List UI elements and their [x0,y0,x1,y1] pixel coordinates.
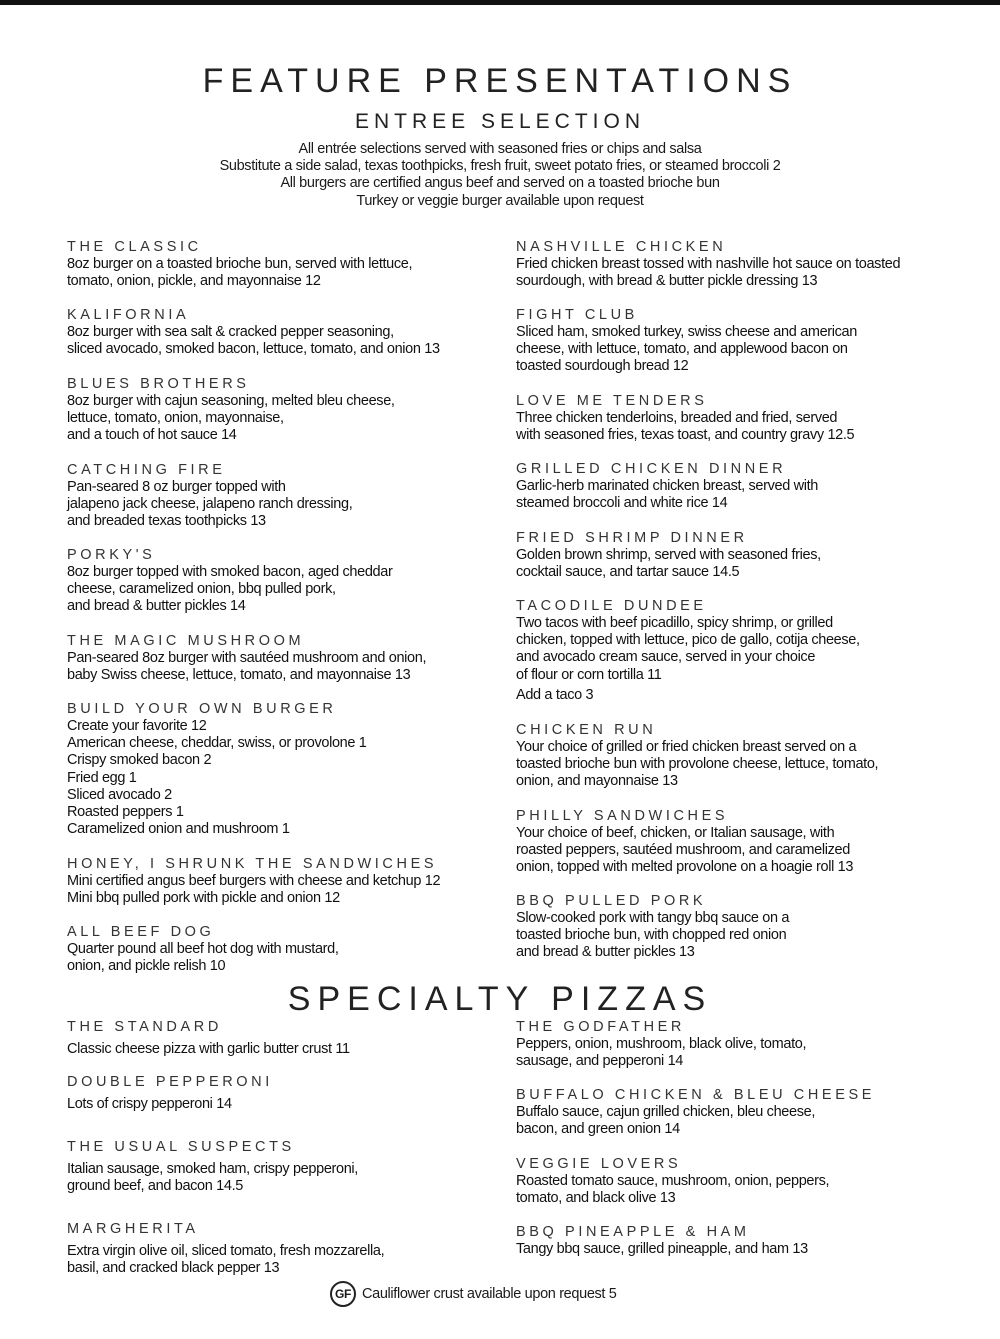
intro-note: Substitute a side salad, texas toothpicks, fresh fruit, sweet potato fries, or steamed broccoli 2 [219,158,781,175]
menu-item [67,307,507,358]
menu-item [67,462,507,531]
item-description: Peppers, onion, mushroom, black olive, tomato, sausage, and pepperoni 14 [516,1036,807,1070]
item-name: ALL BEEF DOG [67,924,215,940]
item-addon: Add a taco 3 [516,686,594,703]
item-name: CHICKEN RUN [516,722,657,738]
menu-item [67,633,507,684]
gluten-free-note [330,1280,617,1308]
item-description: Two tacos with beef picadillo, spicy shrimp, or grilled chicken, topped with lettuce, pico de gallo, cotija cheese, and avocado cream sauce, served in your choice of flour or corn tortilla 11 [516,615,860,683]
menu-item [516,530,976,581]
item-description: Pan-seared 8oz burger with sautéed mushroom and onion, baby Swiss cheese, lettuce, tomato, and mayonnaise 13 [67,650,427,684]
page-title: FEATURE PRESENTATIONS [202,62,798,100]
menu-item [67,1019,507,1058]
intro-note: All entrée selections served with seasoned fries or chips and salsa [298,141,702,157]
menu-item [516,598,976,704]
intro-notes [0,141,1000,210]
item-description: Tangy bbq sauce, grilled pineapple, and ham 13 [516,1241,808,1257]
item-name: MARGHERITA [67,1221,199,1237]
intro-note: All burgers are certified angus beef and served on a toasted brioche bun [280,175,720,192]
menu-item [67,547,507,616]
menu-item [67,924,507,975]
menu-item [67,1139,507,1195]
item-description: Create your favorite 12 American cheese, cheddar, swiss, or provolone 1 Crispy smoked bacon 2 Fried egg 1 Sliced avocado 2 Roasted peppers 1 Caramelized onion and mushroom 1 [67,718,367,838]
item-name: FIGHT CLUB [516,307,638,323]
item-name: PHILLY SANDWICHES [516,808,729,824]
menu-item [516,239,976,290]
menu-item [67,856,507,907]
item-name: GRILLED CHICKEN DINNER [516,461,787,477]
item-name: FRIED SHRIMP DINNER [516,530,748,546]
gluten-free-text: Cauliflower crust available upon request 5 [362,1286,617,1302]
item-description: Your choice of grilled or fried chicken breast served on a toasted brioche bun with provolone cheese, lettuce, tomato, onion, and mayonnaise 13 [516,739,879,790]
item-name: TACODILE DUNDEE [516,598,707,614]
menu-item [67,376,507,445]
item-name: VEGGIE LOVERS [516,1156,682,1172]
menu-item [516,808,976,877]
item-description: Lots of crispy pepperoni 14 [67,1096,232,1112]
item-description: 8oz burger topped with smoked bacon, aged cheddar cheese, caramelized onion, bbq pulled pork, and bread & butter pickles 14 [67,564,393,615]
item-name: NASHVILLE CHICKEN [516,239,727,255]
top-border [0,0,1000,5]
menu-item [67,1074,507,1113]
item-description: Roasted tomato sauce, mushroom, onion, peppers, tomato, and black olive 13 [516,1173,830,1207]
item-name: CATCHING FIRE [67,462,226,478]
item-name: PORKY'S [67,547,156,563]
item-name: KALIFORNIA [67,307,190,323]
menu-item [516,393,976,444]
item-description: 8oz burger with cajun seasoning, melted bleu cheese, lettuce, tomato, onion, mayonnaise, and a touch of hot sauce 14 [67,393,395,444]
item-description: Your choice of beef, chicken, or Italian sausage, with roasted peppers, sautéed mushroom, and caramelized onion, topped with melted provolone on a hoagie roll 13 [516,825,854,876]
item-description: 8oz burger with sea salt & cracked pepper seasoning, sliced avocado, smoked bacon, lettuce, tomato, and onion 13 [67,324,440,358]
item-name: BUFFALO CHICKEN & BLEU CHEESE [516,1087,876,1103]
intro-note: Turkey or veggie burger available upon request [356,192,644,209]
item-description: Buffalo sauce, cajun grilled chicken, bleu cheese, bacon, and green onion 14 [516,1104,816,1138]
menu-item [516,1156,976,1207]
item-name: THE CLASSIC [67,239,202,255]
menu-item [516,893,976,962]
item-name: BLUES BROTHERS [67,376,250,392]
menu-item [516,722,976,791]
menu-item [516,1224,976,1258]
menu-item [516,1019,976,1070]
item-description: Extra virgin olive oil, sliced tomato, fresh mozzarella, basil, and cracked black pepper 13 [67,1243,385,1277]
item-name: DOUBLE PEPPERONI [67,1074,273,1090]
item-description: Slow-cooked pork with tangy bbq sauce on a toasted brioche bun, with chopped red onion and bread & butter pickles 13 [516,910,790,961]
item-description: Mini certified angus beef burgers with cheese and ketchup 12 Mini bbq pulled pork with pickle and onion 12 [67,873,441,907]
item-name: THE MAGIC MUSHROOM [67,633,305,649]
item-description: Classic cheese pizza with garlic butter crust 11 [67,1041,350,1057]
page-subtitle: ENTREE SELECTION [354,110,646,133]
item-description: Golden brown shrimp, served with seasoned fries, cocktail sauce, and tartar sauce 14.5 [516,547,821,581]
item-description: Quarter pound all beef hot dog with mustard, onion, and pickle relish 10 [67,941,339,975]
item-name: THE STANDARD [67,1019,222,1035]
item-name: BBQ PINEAPPLE & HAM [516,1224,750,1240]
menu-item [67,701,507,838]
menu-item [516,461,976,512]
menu-item [67,239,507,290]
item-description: Garlic-herb marinated chicken breast, served with steamed broccoli and white rice 14 [516,478,818,512]
item-name: THE USUAL SUSPECTS [67,1139,295,1155]
item-description: Fried chicken breast tossed with nashville hot sauce on toasted sourdough, with bread & butter pickle dressing 13 [516,256,901,290]
menu-item [516,307,976,376]
menu-item [67,1221,507,1277]
item-name: THE GODFATHER [516,1019,685,1035]
item-description: Pan-seared 8 oz burger topped with jalapeno jack cheese, jalapeno ranch dressing, and breaded texas toothpicks 13 [67,479,353,530]
gluten-free-icon: GF [330,1281,356,1307]
menu-item [516,1087,976,1138]
item-description: Three chicken tenderloins, breaded and fried, served with seasoned fries, texas toast, and country gravy 12.5 [516,410,855,444]
item-name: BUILD YOUR OWN BURGER [67,701,337,717]
item-name: BBQ PULLED PORK [516,893,707,909]
item-name: HONEY, I SHRUNK THE SANDWICHES [67,856,438,872]
item-description: 8oz burger on a toasted brioche bun, served with lettuce, tomato, onion, pickle, and mayonnaise 12 [67,256,413,290]
item-description: Sliced ham, smoked turkey, swiss cheese and american cheese, with lettuce, tomato, and applewood bacon on toasted sourdough bread 12 [516,324,857,375]
item-description: Italian sausage, smoked ham, crispy pepperoni, ground beef, and bacon 14.5 [67,1161,358,1195]
pizza-section-title: SPECIALTY PIZZAS [287,980,713,1018]
item-name: LOVE ME TENDERS [516,393,708,409]
